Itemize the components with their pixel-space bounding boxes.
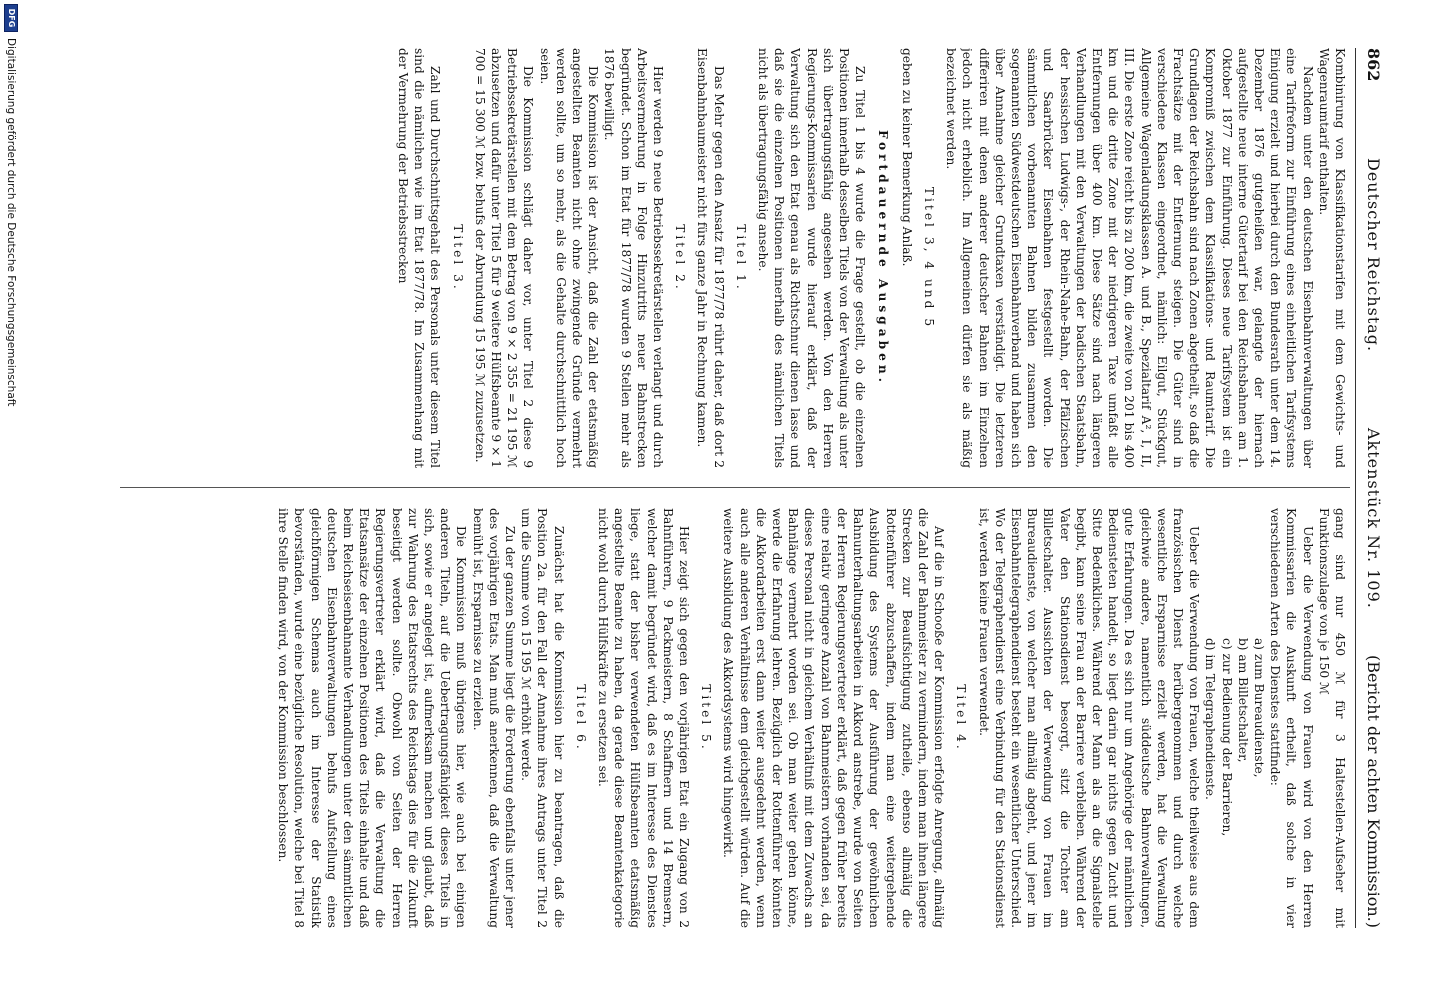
list-item: b) am Billetschalter,	[1235, 638, 1250, 763]
section-heading: Titel 6.	[573, 684, 588, 752]
dfg-logo: DFG	[4, 4, 18, 32]
digitization-note: Digitalisierung gefördert durch die Deutsche Forschungsgemeinschaft	[5, 38, 17, 407]
page-number: 862	[1364, 48, 1383, 82]
right-column	[120, 508, 1348, 928]
header-rule	[1355, 48, 1356, 928]
paragraph: Nachdem unter den deutschen Eisenbahnverwaltungen über eine Tarifreform zur Einführung eines einheitlichen Tarifsystems Einigung erzielt und hierbei durch den Bundesrath unter dem 14. Dezember 1876 gutgeheißen war, gelangte der hiernach aufgestellte neue interne Gütertarif bei den Reichsbahnen am 1. Oktober 1877 zur Einführung. Dieses neue Tarifsystem ist ein Kompromiß zwischen dem Klassifikations- und Raumtarif. Die Grundlagen der Reichsbahn sind nach Zonen abgetheilt, so daß die Frachtsätze mit der Entfernung steigen. Die Güter sind in verschiedene Klassen eingeordnet, nämlich: Eilgut, Stückgut, Allgemeine Wagenladungsklassen A. und B., Spezialtarif A², I, II, III. Die erste Zone reicht bis zu 200 km, die zweite von 201 bis 400 km und die dritte Zone mit der niedrigeren Taxe umfaßt alle Entfernungen über 400 km. Diese Sätze sind nach längeren Verhandlungen mit den Verwaltungen der badischen Staatsbahn, der hessischen Ludwigs-, der Rhein-Nahe-Bahn, der Pfälzischen und Saarbrücker Eisenbahnen festgestellt worden. Die sämmtlichen vorbenannten Bahnen bilden zusammen den sogenannten Südwestdeutschen Eisenbahnverband und haben sich über Annahme gleicher Grundtaxen verständigt. Die letzteren differiren mit denen anderer deutscher Bahnen im Einzelnen jedoch nicht erheblich. Im Allgemeinen dürfen sie als mäßig bezeichnet werden.	[944, 48, 1315, 468]
section-heading: Titel 1.	[733, 224, 748, 292]
paragraph: Zunächst hat die Kommission hier zu beantragen, daß die Position 2a. für den Fall der Annahme ihres Antrags unter Titel 2 um die Summe von 15 195 ℳ erhöht werde.	[519, 508, 566, 928]
list-item: c) zur Bedienung der Barrieren,	[1219, 638, 1234, 837]
section-heading: Fortdauernde Ausgaben.	[875, 130, 890, 386]
section-heading: Titel 5.	[699, 684, 714, 752]
paragraph: Zu der ganzen Summe liegt die Forderung ebenfalls unter jener des vorjährigen Etats. Man muß anerkennen, daß die Verwaltung bemüht ist, Ersparnisse zu erzielen.	[470, 508, 518, 928]
report-title: (Bericht der achten Kommission.)	[1364, 655, 1383, 928]
paragraph: Kombinirung von Klassifikationstarifen mit dem Gewichts- und Wagenraumtarif enthalten.	[1316, 48, 1347, 468]
paragraph: Ueber die Verwendung von Frauen, welche theilweise aus dem französischen Dienst herübergenommen und durch welche wesentliche Ersparnisse erzielt werden, hat die Verwaltung gleichwie andere, namentlich süddeutsche Bahnverwaltungen, gute Erfahrungen. Da es sich nur um Angehörige der männlichen Bediensteten handelt, so liegt darin gar nichts gegen Zucht und Sitte Bedenkliches. Während der Mann als an die Signalstelle begibt, kann seine Frau an der Barriere verbleiben. Während der Vater den Stationsdienst besorgt, sitzt die Tochter am Billetschalter. Aussichten der Verwendung von Frauen im Bureaudienste, von welcher man allmälig abgeht, und jener im Eisenbahntelegraphendienst besteht ein wesentlicher Unterschied. Wo der Telegraphendienst eine Verbindung für den Stationsdienst ist, werden keine Frauen verwendet.	[976, 508, 1202, 928]
paragraph: Zahl und Durchschnittsgehalt des Personals unter diesem Titel sind die nämlichen wie im Etat 1877/78. Im Zusammenhang mit der Vermehrung der Betriebsstrecken	[396, 48, 443, 468]
list-item: d) im Telegraphendienste.	[1203, 638, 1218, 800]
paragraph: Die Kommission schlägt daher vor, unter Titel 2 diese 9 Betriebssekretärstellen mit dem Betrag von 9 × 2 355 = 21 195 ℳ abzusetzen und dafür unter Titel 5 für 9 weitere Hülfsbeamte 9 × 1 700 = 15 300 ℳ bzw. behufs der Abrundung 15 195 ℳ zuzusetzen.	[472, 48, 536, 468]
digitization-footer	[0, 4, 22, 996]
left-column	[120, 48, 1348, 468]
section-heading: Titel 4.	[954, 684, 969, 752]
paragraph: gang sind nur 450 ℳ für 3 Haltestellen-Aufseher mit Funktionszulage von je 150 ℳ	[1316, 508, 1347, 928]
section-heading: Titel 3, 4 und 5	[921, 186, 936, 330]
paragraph: Das Mehr gegen den Ansatz für 1877/78 rührt daher, daß dort 2 Eisenbahnbaumeister nicht fürs ganze Jahr in Rechnung kamen.	[695, 48, 726, 468]
paragraph: Zu Titel 1 bis 4 wurde die Frage gestellt, ob die einzelnen Positionen innerhalb desselben Titels von der Verwaltung als unter sich übertragungsfähig angesehen werden. Von den Herren Regierungs-Kommissarien wurde hierauf erklärt, daß der Verwaltung sich den Etat genau als Richtschnur dienen lasse und daß sie die einzelnen Positionen innerhalb des nämlichen Titels nicht als übertragungsfähig ansehe.	[756, 48, 868, 468]
paragraph: Auf die in Schooße der Kommission erfolgte Anregung, allmälig die Zahl der Bahnmeister zu vermindern, indem man ihnen längere Strecken zur Beaufsichtigung zutheile, ebenso allmälig die Rottenführer abzuschaffen, indem man eine weitergehende Ausbildung des Systems der Ausführung der gewöhnlichen Bahnunterhaltungsarbeiten in Akkord anstrebe, wurde von Seiten der Herren Regierungsvertreter erklärt, daß gegen früher bereits eine relativ geringere Anzahl von Bahnmeistern vorhanden sei, da dieses Personal nicht in gleichem Verhältniß mit dem Zuwachs an Bahnlänge vermehrt worden sei. Ob man weiter gehen könne, werde die Erfahrung lehren. Bezüglich der Rottenführer könnten die Akkordarbeiten erst dann weiter ausgedehnt werden, wenn auch alle anderen Verhältnisse dem gleichgestellt würden. Auf die weitere Ausbildung des Akkordsystems wird hingewirkt.	[721, 508, 947, 928]
page-header	[1358, 48, 1388, 928]
paragraph: Hier werden 9 neue Betriebssekretärstellen verlangt und durch Arbeitsvermehrung in Folge Hinzutritts neuer Bahnstrecken begründet. Schon im Etat für 1877/78 wurden 9 Stellen mehr als 1876 bewilligt.	[602, 48, 666, 468]
document-page	[118, 48, 1388, 928]
list-item: a) zum Bureaudienste,	[1251, 638, 1266, 778]
paragraph: Die Kommission ist der Ansicht, daß die Zahl der etatsmäßig angestellten Beamten nicht ohne zwingende Gründe vermehrt werden sollte, um so mehr, als die Gehalte durchschnittlich hoch seien.	[537, 48, 601, 468]
section-heading: Titel 3.	[450, 224, 465, 292]
section-heading: Titel 2.	[673, 224, 688, 292]
paragraph: Ueber die Verwendung von Frauen wird von den Herren Kommissarien die Auskunft ertheilt, daß solche in vier verschiedenen Arten des Dienstes stattfinde:	[1268, 508, 1315, 928]
publication-title: Deutscher Reichstag.	[1364, 158, 1383, 353]
column-divider	[120, 487, 1350, 488]
document-number: Aktenstück Nr. 109.	[1364, 428, 1383, 609]
paragraph: Hier zeigt sich gegen den vorjährigen Etat ein Zugang von 2 Bahnführern, 9 Packmeistern, 8 Schaffnern und 14 Bremsern, welcher damit begründet wird, daß es im Interesse des Dienstes liege, statt der bisher verwendeten Hülfsbeamten etatsmäßig angestellte Beamte zu haben, da gerade diese Beamtenkategorie nicht wohl durch Hülfskräfte zu ersetzen sei.	[596, 508, 692, 928]
paragraph: geben zu keiner Bemerkung Anlaß.	[899, 48, 914, 267]
paragraph: Die Kommission muß übrigens hier, wie auch bei einigen anderen Titeln, auf die Uebertragungsfähigkeit dieses Titels in sich, sowie er angelegt ist, aufmerksam machen und glaubt, daß zur Wahrung des Etatsrechts des Reichstags dies für die Zukunft beseitigt werden sollte. Obwohl von Seiten der Herren Regierungsvertreter erklärt wird, daß die Verwaltung die Etatsansätze der einzelnen Positionen des Titels einhalte und daß beim Reichseisenbahnamte Verhandlungen unter den sämmtlichen deutschen Eisenbahnverwaltungen behufs Aufstellung eines gleichförmigen Schemas auch im Interesse der Statistik bevorständen, wurde eine bezügliche Resolution, welche bei Titel 8 ihre Stelle finden wird, von der Kommission beschlossen.	[276, 508, 469, 928]
